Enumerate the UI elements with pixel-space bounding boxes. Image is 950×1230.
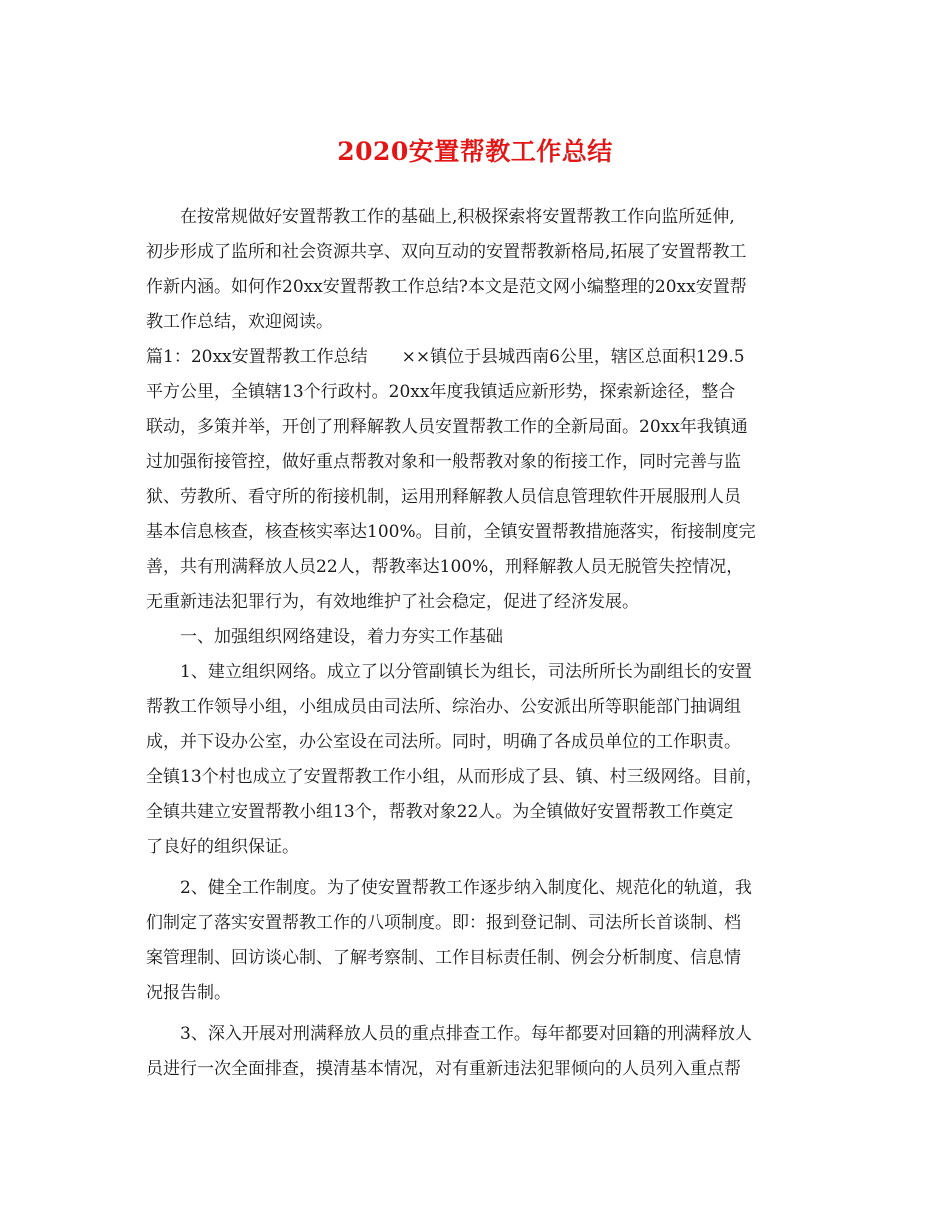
paragraph-line: 帮教工作领导小组，小组成员由司法所、综治办、公安派出所等职能部门抽调组 [146, 697, 741, 717]
document-title: 2020安置帮教工作总结 [337, 137, 613, 166]
paragraph-line: 善，共有刑满释放人员22人，帮教率达100%，刑释解教人员无脱管失控情况， [146, 557, 744, 577]
paragraph-line: 2、健全工作制度。为了使安置帮教工作逐步纳入制度化、规范化的轨道，我 [180, 878, 752, 898]
paragraph-line: 在按常规做好安置帮教工作的基础上,积极探索将安置帮教工作向监所延伸, [180, 207, 735, 227]
paragraph-line: 员进行一次全面排查，摸清基本情况，对有重新违法犯罪倾向的人员列入重点帮 [146, 1059, 741, 1079]
paragraph-line: 初步形成了监所和社会资源共享、双向互动的安置帮教新格局,拓展了安置帮教工 [146, 242, 747, 262]
paragraph-line: 作新内涵。如何作20xx安置帮教工作总结?本文是范文网小编整理的20xx安置帮 [146, 277, 747, 297]
paragraph-line: 教工作总结，欢迎阅读。 [146, 312, 333, 332]
paragraph-line: 篇1：20xx安置帮教工作总结 ××镇位于县城西南6公里，辖区总面积129.5 [146, 347, 745, 367]
paragraph-line: 1、建立组织网络。成立了以分管副镇长为组长，司法所所长为副组长的安置 [180, 662, 752, 682]
paragraph-line: 们制定了落实安置帮教工作的八项制度。即：报到登记制、司法所长首谈制、档 [146, 913, 741, 933]
paragraph-line: 成，并下设办公室，办公室设在司法所。同时，明确了各成员单位的工作职责。 [146, 732, 741, 752]
document-body [146, 200, 810, 1087]
paragraph-line: 联动，多策并举，开创了刑释解教人员安置帮教工作的全新局面。20xx年我镇通 [146, 417, 748, 437]
paragraph-line: 了良好的组织保证。 [146, 837, 299, 857]
paragraph-line: 基本信息核查，核查核实率达100%。目前，全镇安置帮教措施落实，衔接制度完 [146, 522, 756, 542]
paragraph-line: 况报告制。 [146, 983, 231, 1003]
paragraph-line: 全镇13个村也成立了安置帮教工作小组，从而形成了县、镇、村三级网络。目前， [146, 767, 763, 787]
paragraph-line: 3、深入开展对刑满释放人员的重点排查工作。每年都要对回籍的刑满释放人 [180, 1024, 752, 1044]
paragraph-line: 平方公里，全镇辖13个行政村。20xx年度我镇适应新形势，探索新途径，整合 [146, 382, 736, 402]
section-heading: 一、加强组织网络建设，着力夯实工作基础 [180, 627, 503, 647]
paragraph-line: 过加强衔接管控，做好重点帮教对象和一般帮教对象的衔接工作，同时完善与监 [146, 452, 741, 472]
paragraph-line: 案管理制、回访谈心制、了解考察制、工作目标责任制、例会分析制度、信息情 [146, 948, 741, 968]
paragraph-line: 无重新违法犯罪行为，有效地维护了社会稳定，促进了经济发展。 [146, 592, 639, 612]
paragraph-line: 全镇共建立安置帮教小组13个，帮教对象22人。为全镇做好安置帮教工作奠定 [146, 802, 734, 822]
paragraph-line: 狱、劳教所、看守所的衔接机制，运用刑释解教人员信息管理软件开展服刑人员 [146, 487, 741, 507]
